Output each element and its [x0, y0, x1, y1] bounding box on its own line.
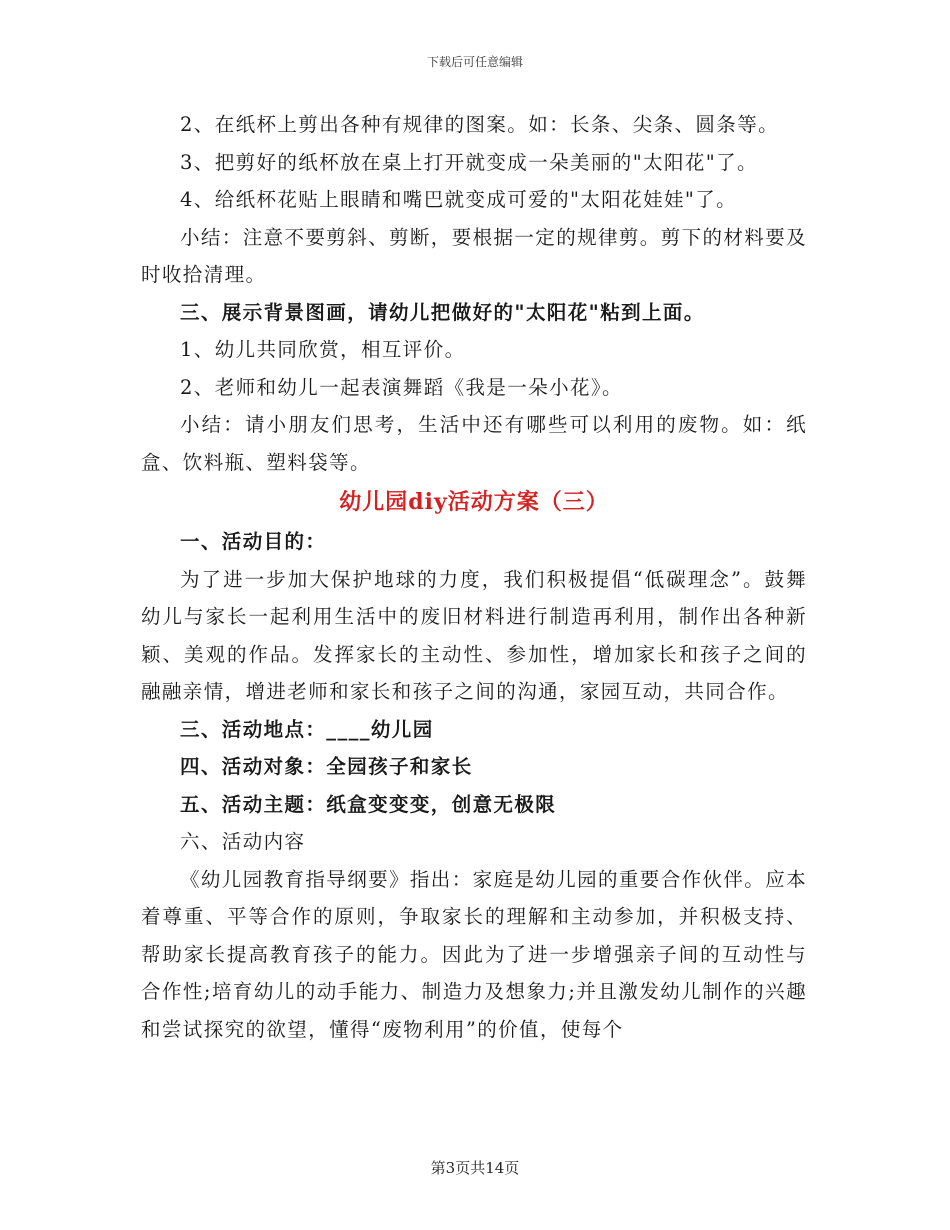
paragraph-content: 《幼儿园教育指导纲要》指出：家庭是幼儿园的重要合作伙伴。应本着尊重、平等合作的原则，争取家长的理解和主动参加，并积极支持、帮助家长提高教育孩子的能力。因此为了进一步增强亲子间的互动性与合作性;培育幼儿的动手能力、制造力及想象力;并且激发幼儿制作的兴趣和尝试探究的欲望，懂得“废物利用”的价值，使每个 — [141, 867, 808, 1041]
heading-purpose: 一、活动目的： — [180, 530, 327, 553]
paragraph-step-4: 4、给纸杯花贴上眼睛和嘴巴就变成可爱的"太阳花娃娃"了。 — [180, 188, 738, 211]
paragraph-summary-2: 小结：请小朋友们思考，生活中还有哪些可以利用的废物。如：纸盒、饮料瓶、塑料袋等。 — [141, 413, 807, 474]
paragraph-step-2: 2、在纸杯上剪出各种有规律的图案。如：长条、尖条、圆条等。 — [180, 113, 780, 136]
paragraph-purpose: 为了进一步加大保护地球的力度，我们积极提倡“低碳理念”。鼓舞幼儿与家长一起利用生活中的废旧材料进行制造再利用，制作出各种新颖、美观的作品。发挥家长的主动性、参加性，增加家长和孩子之间的融融亲情，增进老师和家长和孩子之间的沟通，家园互动，共同合作。 — [141, 567, 807, 703]
heading-theme: 五、活动主题：纸盒变变变，创意无极限 — [180, 792, 557, 816]
section-title: 幼儿园diy活动方案（三） — [339, 489, 609, 515]
document-body — [141, 106, 807, 1048]
paragraph-appreciate: 1、幼儿共同欣赏，相互评价。 — [180, 338, 466, 361]
heading-content: 六、活动内容 — [180, 830, 306, 853]
paragraph-dance: 2、老师和幼儿一起表演舞蹈《我是一朵小花》。 — [180, 375, 623, 399]
paragraph-summary-1: 小结：注意不要剪斜、剪断，要根据一定的规律剪。剪下的材料要及时收拾清理。 — [141, 225, 808, 286]
page-header-note: 下载后可任意编辑 — [426, 55, 523, 69]
heading-show-background: 三、展示背景图画，请幼儿把做好的"太阳花"粘到上面。 — [180, 300, 705, 324]
heading-participants: 四、活动对象：全园孩子和家长 — [180, 755, 473, 778]
page-number: 第3页共14页 — [430, 1159, 520, 1177]
heading-location: 三、活动地点：____幼儿园 — [180, 717, 434, 741]
paragraph-step-3: 3、把剪好的纸杯放在桌上打开就变成一朵美丽的"太阳花"了。 — [180, 150, 758, 174]
